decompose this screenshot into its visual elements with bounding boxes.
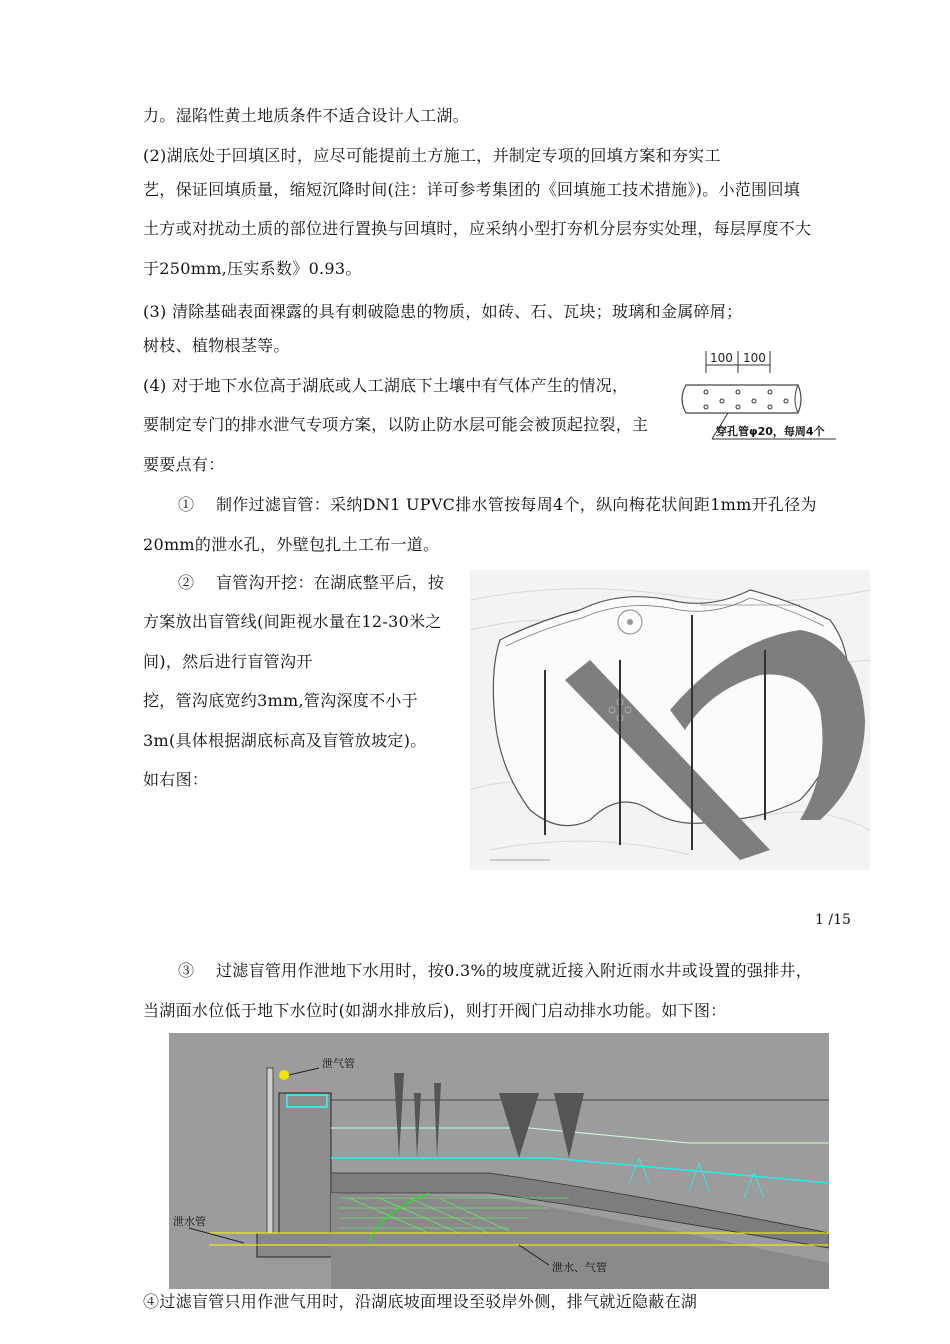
paragraph-line: 3m(具体根据湖底标高及盲管放坡定)。 — [143, 731, 427, 750]
vent-pipe-label: 泄气管 — [322, 1057, 355, 1070]
paragraph-line: 当湖面水位低于地下水位时(如湖水排放后)，则打开阀门启动排水功能。如下图： — [143, 1001, 727, 1020]
paragraph-line: ④过滤盲管只用作泄气用时，沿湖底坡面埋设至驳岸外侧，排气就近隐蔽在湖 — [143, 1292, 698, 1311]
paragraph-line: 方案放出盲管线(间距视水量在12-30米之 — [143, 612, 442, 631]
page-number: 1 /15 — [815, 912, 851, 928]
paragraph-line: 于250mm,压实系数》0.93。 — [143, 259, 362, 278]
drain-vent-pipe-label: 泄水、气管 — [552, 1261, 607, 1274]
paragraph-line: 间)，然后进行盲管沟开 — [143, 652, 313, 671]
paragraph-line: (2)湖底处于回填区时，应尽可能提前土方施工，并制定专项的回填方案和夯实工 — [143, 146, 721, 165]
paragraph-line: 艺，保证回填质量，缩短沉降时间(注：详可参考集团的《回填施工技术措施》)。小范围回填 — [143, 180, 801, 199]
paragraph-line: ① 制作过滤盲管：采纳DN1 UPVC排水管按每周4个，纵向梅花状间距1mm开孔径为 — [178, 495, 817, 514]
lake-plan-figure — [470, 570, 870, 870]
paragraph-line: (4) 对于地下水位高于湖底或人工湖底下土壤中有气体产生的情况， — [143, 376, 629, 395]
paragraph-line: 土方或对扰动土质的部位进行置换与回填时，应采纳小型打夯机分层夯实处理，每层厚度不大 — [143, 219, 812, 238]
paragraph-line: 树枝、植物根茎等。 — [143, 336, 290, 355]
paragraph-line: ③ 过滤盲管用作泄地下水用时，按0.3%的坡度就近接入附近雨水井或设置的强排井， — [178, 961, 813, 980]
paragraph-line: (3) 清除基础表面裸露的具有刺破隐患的物质，如砖、石、瓦块；玻璃和金属碎屑； — [143, 302, 743, 321]
perforated-pipe-figure — [676, 343, 846, 453]
drainage-section-figure — [169, 1033, 829, 1289]
drain-pipe-label: 泄水管 — [173, 1215, 206, 1228]
paragraph-line: 20mm的泄水孔，外壁包扎土工布一道。 — [143, 535, 440, 554]
dim-left-label: 100 — [710, 351, 733, 365]
paragraph-line: ② 盲管沟开挖：在湖底整平后，按 — [178, 573, 445, 592]
paragraph-line: 如右图： — [143, 770, 209, 789]
paragraph-line: 挖，管沟底宽约3mm,管沟深度不小于 — [143, 691, 419, 710]
pipe-caption: 穿孔管φ20，每周4个 — [716, 425, 825, 438]
dim-right-label: 100 — [743, 351, 766, 365]
paragraph-line: 要要点有： — [143, 455, 225, 474]
paragraph-line: 要制定专门的排水泄气专项方案，以防止防水层可能会被顶起拉裂，主 — [143, 415, 649, 434]
paragraph-line: 力。湿陷性黄土地质条件不适合设计人工湖。 — [143, 106, 470, 125]
